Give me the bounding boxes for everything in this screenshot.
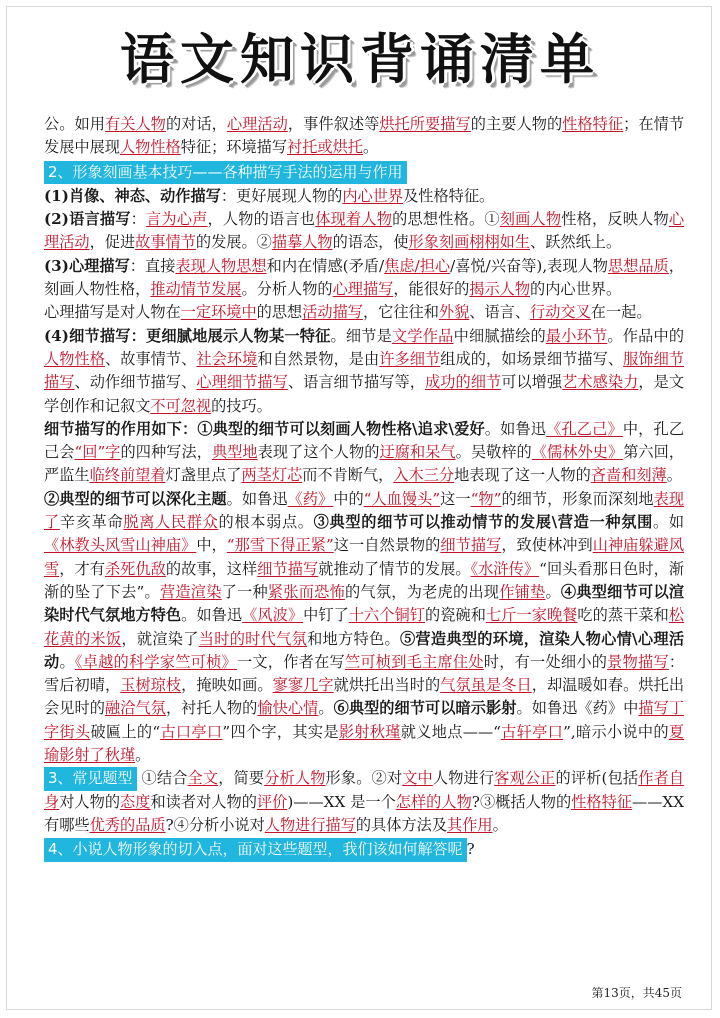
highlight: 活动描写 [302,303,363,322]
highlight: 营造渲染 [159,582,222,601]
highlight: “物” [470,489,502,508]
highlight: 怎样的人物 [395,792,472,811]
highlight: 《水浒传》 [470,559,540,578]
highlight: 成功的细节 [425,373,502,392]
highlight: 思想品质 [608,256,669,275]
highlight: 《林教头风雪山神庙》 [44,536,197,555]
section-heading: 2、形象刻画基本技巧——各种描写手法的运用与作用 [44,161,407,184]
highlight: 《药》 [287,489,334,508]
highlight: 分析人物 [264,769,326,788]
highlight: 心理活动 [226,115,288,133]
highlight: 心理活动 [44,210,685,252]
paragraph-language: (2)语言描写：言为心声，人物的语言也体现着人物的思想性格。①刻画人物性格，反映人物心理活动，促进故事情节的发展。②描摹人物的语态，使形象刻画栩栩如生、跃然纸上。 [44,210,685,252]
highlight: 融洽气氛 [104,699,166,718]
highlight: 行动交叉 [530,303,591,322]
highlight: 山神庙躲避风雪 [44,536,685,578]
highlight: 形象刻画栩栩如生 [408,233,530,252]
highlight: 心理细节描写 [196,373,288,392]
section-heading: 3、常见题型 [44,767,137,790]
page-title: 语文知识背诵清单 [120,28,600,91]
highlight: 描写丁字街头 [44,699,685,741]
highlight: 表现人物思想 [175,256,267,275]
highlight: 许多细节 [379,349,441,368]
highlight: 作铺垫 [499,582,546,601]
highlight: 心理描写 [332,280,394,299]
highlight: 描摹人物 [271,233,333,252]
highlight: 杀死仇敌 [104,559,166,578]
highlight: 客观公正 [494,769,556,788]
paragraph-detail-function: 细节描写的作用如下：①典型的细节可以刻画人物性格\追求\爱好。如鲁迅《孔乙己》中，孔乙己会“回”字的四种写法，典型地表现了这个人物的迂腐和呆气。吴敬梓的《儒林外史》第六回，严监生临终前望着灯盏里点了两茎灯芯而不肯断气，入木三分地表现了这一人物的吝啬和刻薄。 [44,419,685,485]
highlight: 竺可桢到毛主席住处 [344,652,484,671]
highlight: 刻画人物 [499,210,562,229]
highlight: 寥寥几字 [272,676,334,695]
section-heading: 4、小说人物形象的切入点，面对这些题型，我们该如何解答呢 [44,838,467,861]
highlight: 《儒林外史》 [531,443,624,462]
highlight: 《孔乙己》 [546,419,623,438]
highlight: 影射秋瑾 [338,722,401,741]
highlight: 焦虑/担心 [384,256,451,275]
highlight: 气氛虽是冬日 [440,676,532,695]
highlight: 紧张而恐怖 [267,582,346,601]
paragraph-psychology-note: 心理描写是对人物在一定环境中的思想活动描写，它往往和外貌、语言、行动交叉在一起。 [44,303,652,322]
section-2 [44,161,684,184]
highlight: 夏瑜影射了秋瑾 [44,722,685,765]
highlight: 内心世界 [342,186,404,205]
document-body [44,113,684,863]
highlight: 典型地 [211,443,258,462]
highlight: 人物进行描写 [264,815,356,834]
highlight: 烘托所要描写 [379,115,471,133]
paragraph-psychology: (3)心理描写：直接表现人物思想和内在情感(矛盾/焦虑/担心/喜悦/兴奋等),表现人物思想品质，刻画人物性格，推动情节发展。分析人物的心理描写，能很好的揭示人物的内心世界。 [44,256,685,299]
highlight: 人物性格 [44,349,105,368]
highlight: 故事情节 [135,233,196,252]
highlight: 文学作品 [392,326,454,345]
highlight: 社会环境 [196,349,258,368]
highlight: 细节描写 [440,536,502,555]
highlight: “那雪下得正紧” [226,536,334,555]
highlight: 作者自身 [44,769,685,811]
section-4: 4、小说人物形象的切入点，面对这些题型，我们该如何解答呢 ? [44,838,684,861]
page-number: 第13页，共45页 [591,986,682,1000]
highlight: 细节描写 [257,559,319,578]
highlight: 当时的时代气氛 [198,629,308,648]
highlight: 景物描写 [607,652,669,671]
highlight: “回”字 [74,443,121,462]
highlight: 性格特征 [562,115,624,133]
highlight: “人血馒头” [363,489,441,508]
highlight: 七斤一家晚餐 [485,606,578,625]
highlight: 外貌 [438,303,470,322]
highlight: 入木三分 [393,466,455,485]
highlight: 吝啬和刻薄 [590,466,667,485]
highlight: 有关人物 [104,115,166,133]
highlight: 临终前望着 [89,466,166,485]
paragraph-question-types: 3、常见题型 ①结合全文，简要分析人物形象。②对文中人物进行客观公正的评析(包括作者自身对人物的态度和读者对人物的评价)——XX 是一个怎样的人物?③概括人物的性格特征——XX 有哪些优秀的品质?④分析小说对人物进行描写的具体方法及其作用。 [44,769,685,834]
highlight: 衬托或烘托 [287,138,363,157]
highlight: 服饰细节描写 [44,349,685,392]
highlight: 玉树琼枝 [120,676,182,695]
highlight: 一定环境中 [180,303,257,322]
highlight: 态度 [120,792,151,811]
highlight: 艺术感染力 [562,373,639,392]
highlight: 愉快心情 [257,699,319,718]
highlight: 脱离人民群众 [123,513,219,532]
highlight: 《卓越的科学家竺可桢》 [74,652,237,671]
paragraph-detail: (4)细节描写：更细腻地展示人物某一特征。细节是文学作品中细腻描绘的最小环节。作品中的人物性格、故事情节、社会环境和自然景物，是由许多细节组成的，如场景细节描写、服饰细节描写、动作细节描写、心理细节描写、语言细节描写等，成功的细节可以增强艺术感染力，是文学创作和记叙文不可忽视的技巧。 [44,326,685,415]
paragraph-intro: 公。如用有关人物的对话，心理活动，事件叙述等烘托所要描写的主要人物的性格特征；在情节发展中展现人物性格特征；环境描写衬托或烘托。 [44,115,685,157]
highlight: 言为心声 [146,210,208,229]
highlight: 古轩亭口 [500,722,564,741]
highlight: 《风波》 [242,606,304,625]
highlight: 全文 [187,769,219,788]
paragraph-portrait: (1)肖像、神态、动作描写：更好展现人物的内心世界及性格特征。 [44,186,495,205]
highlight: 揭示人物 [469,280,530,299]
highlight: 体现着人物 [315,210,393,229]
highlight: 其作用 [447,815,493,834]
highlight: 十六个铜钉 [348,606,426,625]
highlight: 表现了 [44,489,685,532]
highlight: 两茎灯芯 [241,466,303,485]
highlight: 文中 [402,769,433,788]
highlight: 评价 [256,792,288,811]
paragraph-detail-examples: ②典型的细节可以深化主题。如鲁迅《药》中的“人血馒头”这一“物”的细节，形象而深刻地表现了辛亥革命脱离人民群众的根本弱点。③典型的细节可以推动情节的发展\营造一种氛围。如《林教头风雪山神庙》中，“那雪下得正紧”这一自然景物的细节描写，致使林冲到山神庙躲避风雪，才有杀死仇敌的故事，这样细节描写就推动了情节的发展。《水浒传》“回头看那日色时，渐渐的坠了下去”。营造渲染了一种紧张而恐怖的气氛，为老虎的出现作铺垫。④典型细节可以渲染时代气氛地方特色。如鲁迅《风波》中钉了十六个铜钉的瓷碗和七斤一家晚餐吃的蒸干菜和松花黄的米饭，就渲染了当时的时代气氛和地方特色。⑤营造典型的环境，渲染人物心情\心理活动。《卓越的科学家竺可桢》一文，作者在写竺可桢到毛主席住处时，有一处细小的景物描写：雪后初晴，玉树琼枝，掩映如画。寥寥几字就烘托出当时的气氛虽是冬日，却温暖如春。烘托出会见时的融洽气氛，衬托人物的愉快心情。⑥典型的细节可以暗示影射。如鲁迅《药》中描写丁字街头破匾上的“古口亭口”四个字，其实是影射秋瑾就义地点——“古轩亭口”,暗示小说中的夏瑜影射了秋瑾。 [44,489,685,765]
highlight: 人物性格 [119,138,181,157]
highlight: 松花黄的米饭 [44,606,685,648]
highlight: 优秀的品质 [89,815,166,834]
highlight: 最小环节 [545,326,608,345]
highlight: 性格特征 [571,792,633,811]
highlight: 推动情节发展 [150,280,242,299]
highlight: 古口亭口 [160,722,223,741]
highlight: 迂腐和呆气 [379,443,456,462]
highlight: 不可忽视 [150,396,212,415]
